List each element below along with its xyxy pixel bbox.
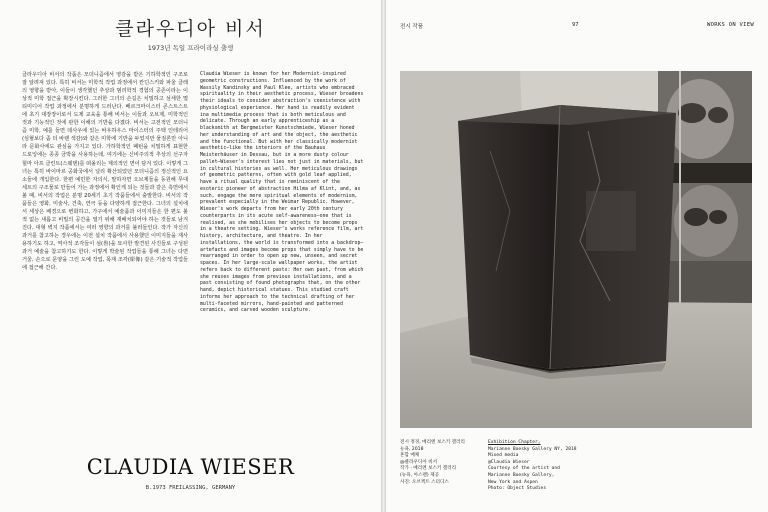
korean-title: 클라우디아 비서 bbox=[115, 18, 266, 40]
artist-birth-info: B.1973 FREILASSING, GERMANY bbox=[145, 485, 236, 491]
caption-kr-line: 작가 · 매리엔 보스키 갤러리 bbox=[400, 466, 457, 472]
caption-en-line: Marianne Boesky Gallery, bbox=[488, 472, 555, 478]
caption-kr-line: @클라우디아 비서 bbox=[400, 459, 438, 465]
artist-name: CLAUDIA WIESER bbox=[86, 455, 295, 479]
caption-en-line: @Claudia Wieser bbox=[488, 459, 530, 465]
caption-kr-line: 사진: 오브젝트 스터디스 bbox=[400, 479, 449, 485]
caption-kr-line: 전시 정경, 매리엔 보스키 갤러리 bbox=[400, 440, 465, 445]
mirrored-cube-sculpture bbox=[458, 105, 676, 373]
page-number: 97 bbox=[572, 22, 579, 28]
caption-kr-line: (뉴욕, 아스펜) 제공 bbox=[400, 472, 440, 478]
caption-korean bbox=[400, 440, 478, 486]
korean-body-text: 클라우디아 비서의 작품은 모더니즘에서 영감을 받은 기하학적인 구조로 잘 알려져 있다. 특히 비서는 미학적 작업 과정에서 칸딘스키와 파울 클레의 영향을 받아, 이들이 생각했던 추상과 범리학적 경험의 공존이라는 이상적 미학 접근을 확장시킨다. 그러한 그녀의 손길은 치밀하고 섬세한 멀티미디어 작업 과정에서 분명하게 드러난다. 베르크마이스터 콘스트스트에 초기 대장장이로서 도제 교육을 통해 비서는 이들과 오브제, 미학적인 것과 기능적인 것에 관한 이해의 기반을 다졌다. 비서는 고전적인 모더니즘 미학, 예를 들면 데사우에 있는 바우하우스 마이스터의 주택 인테리어(심혈보다 좀 더 바랜 색감)와 같은 미학에 기반을 두었지만 물질론만 아니라 문화사에도 관심을 가지고 있다. 가하학적인 패턴을 치밀하게 표현한 드로잉에는 종종 금박을 사용하는데, 여기에는 신비주의적 추상의 선구자 힐마 아프 클린트(스웨덴)를 떠올리는 제의적인 면이 담겨 있다. 이렇게 그녀는 특히 바이마르 공화국에서 널리 확산되었던 모더니즘의 정신적인 요소들에 개입한다. 한편 예민한 자의식, 말하자면 오브제들을 동원해 무대 세트의 구조물로 만들어 가는 과정에서 확인게 되는 것들과 같은 측면에서 볼 때, 비서의 작업은 분명 20세기 초기 작품들에서 출발한다. 비서의 작품들은 영화, 미술사, 건축, 연극 등을 다양하게 접근한다. 그녀의 설치에서 세상은 배경으로 변화하고, 가구에서 예술품과 이미지들은 한 편도 볼 적 없는 새롭고 비밀의 공간을 열기 위해 재배치되어야 하는 것들로 남겨진다. 대형 벽지 작품에서는 여러 영향의 과거를 불러들인다. 작가 자신의 과거를 참고하는 경우에는 이전 설치 작품에서 사용했던 이미지들을 재사용하기도 하고, 역사적 조각들이 섬(魯)을 묘사한 발견된 사진들로 구성된 과거 예술을 참고하기도 한다. 이렇게 박술된 작업들을 통해 그녀는 다면 거울, 손으로 문양을 그린 도예 작업, 목재 조각(彫像) 같은 기술적 작업들에 접근해 간다. bbox=[22, 72, 188, 272]
left-page bbox=[0, 0, 381, 512]
caption-kr-line: 혼합 매체 bbox=[400, 453, 420, 459]
caption-english bbox=[488, 440, 588, 493]
caption-kr-line: 뉴욕, 2018 bbox=[400, 446, 424, 452]
caption-en-line: Courtesy of the artist and bbox=[488, 466, 560, 472]
caption-en-line: Marianne Boesky Gallery NY, 2018 bbox=[488, 446, 577, 452]
caption-en-title: Exhibition Chapter, bbox=[488, 440, 541, 445]
installation-photo bbox=[400, 71, 752, 428]
right-page bbox=[386, 0, 768, 512]
english-body-text: Claudia Wieser is known for her Modernist-inspired geometric constructions. Influenced by the work of Wassily Kandinsky and Paul Klee, artists who embraced spirituality in their aesthetic process, Wieser broadens their ideals to consider abstraction's coexistence with physiological experience. Her hand is readily evident ina multimedia process that is both meticulous and delicate. Through an early apprenticeship as a blacksmith at Bergmeister Kunstschmiede, Wieser honed her understanding of art and the object, the aesthetic and the functional. But with her classically modernist aesthetic—like the interiors of the Bauhaus Meisterhäuser in Dessau, but in a more dusty colour pallet—Wieser's interest lies not just in materials, but in cultural histories as well. Her meticulous drawings of geometric patterns, often with gold leaf applied, have a ritual quality that is reminiscent of the esoteric pioneer of abstraction Hilma af Klint, and, as such, engage the more spiritual elements of modernism, prevalent especially in the Weimar Republic. However, Wieser's work departs from her early 20th century counterparts in its acute self-awareness—one that is realised, as she mobilises her objects to become props in a theatre setting. Wieser's works reference film, art history, architecture, and theatre. In her installations, the world is transformed into a backdrop—artefacts and images become props that simply have to be rearranged in order to open up new, unseen, and secret spaces. In her large-scale wallpaper works, the artist refers back to different pasts: Her own past, from which she reuses images from previous installations, and a past consisting of found photographs that, on the other hand, depict historical statues. This studied craft informs her approach to the technical drafting of her multi-faceted mirrors, hand-painted and patterned ceramics, and carved wooden sculpture. bbox=[200, 71, 364, 314]
installation-photo-illustration bbox=[400, 71, 752, 428]
korean-subtitle: 1973년 독일 프라이라싱 출생 bbox=[147, 44, 234, 52]
caption-en-line: Mixed media bbox=[488, 453, 519, 459]
caption-en-line: New York and Aspen bbox=[488, 479, 538, 485]
caption-en-line: Photo: Object Studies bbox=[488, 486, 547, 492]
section-header: 전시 작품 bbox=[400, 24, 424, 30]
running-header: WORKS ON VIEW bbox=[707, 22, 754, 28]
